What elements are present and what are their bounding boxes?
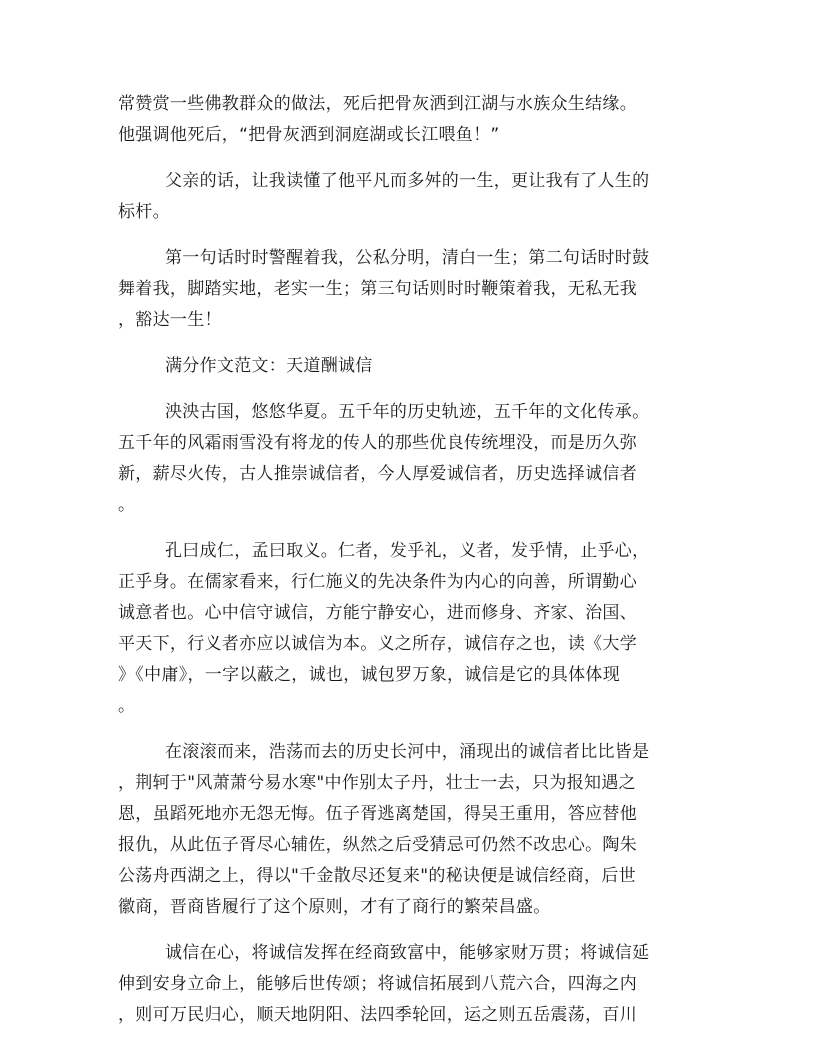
paragraph-p2 xyxy=(118,166,698,228)
paragraph-line: 报仇，从此伍子胥尽心辅佐，纵然之后受猜忌可仍然不改忠心。陶朱 xyxy=(118,835,637,855)
paragraph-line: 他强调他死后，“把骨灰洒到洞庭湖或长江喂鱼！” xyxy=(118,125,500,145)
paragraph-line: 孔曰成仁，孟曰取义。仁者，发乎礼，义者，发乎情，止乎心， xyxy=(165,541,650,561)
document-body xyxy=(118,89,698,1046)
paragraph-line: 新，薪尽火传，古人推崇诚信者，今人厚爱诚信者，历史选择诚信者 xyxy=(118,464,637,484)
paragraph-line: 满分作文范文：天道酬诚信 xyxy=(165,356,373,376)
paragraph-line: 第一句话时时警醒着我，公私分明，清白一生；第二句话时时鼓 xyxy=(165,248,650,268)
paragraph-line: 在滚滚而来，浩荡而去的历史长河中，涌现出的诚信者比比皆是 xyxy=(165,742,650,762)
paragraph-line: 》《中庸》，一字以蔽之，诚也，诚包罗万象，诚信是它的具体体现 xyxy=(118,665,620,685)
paragraph-line: 。 xyxy=(118,696,136,716)
paragraph-p5 xyxy=(118,397,698,521)
paragraph-line: 平天下，行义者亦应以诚信为本。义之所存，诚信存之也，读《大学 xyxy=(118,634,637,654)
paragraph-line: 。 xyxy=(118,495,136,515)
paragraph-line: 标杆。 xyxy=(118,202,170,222)
paragraph-line: 公荡舟西湖之上，得以"千金散尽还复来"的秘诀便是诚信经商，后世 xyxy=(118,866,636,886)
paragraph-line: 父亲的话，让我读懂了他平凡而多舛的一生，更让我有了人生的 xyxy=(165,171,650,191)
paragraph-line: 诚意者也。心中信守诚信，方能宁静安心，进而修身、齐家、治国、 xyxy=(118,603,637,623)
paragraph-line: ，荆轲于"风萧萧兮易水寒"中作别太子丹，壮士一去，只为报知遇之 xyxy=(118,773,636,793)
paragraph-line: 正乎身。在儒家看来，行仁施义的先决条件为内心的向善，所谓勤心 xyxy=(118,572,637,592)
paragraph-line: 徽商，晋商皆履行了这个原则，才有了商行的繁荣昌盛。 xyxy=(118,897,551,917)
paragraph-p7 xyxy=(118,737,698,923)
paragraph-p1 xyxy=(118,89,698,151)
paragraph-line: ，豁达一生！ xyxy=(118,310,222,330)
paragraph-p6 xyxy=(118,536,698,722)
paragraph-line: 舞着我，脚踏实地，老实一生；第三句话则时时鞭策着我，无私无我 xyxy=(118,279,637,299)
paragraph-line: 泱泱古国，悠悠华夏。五千年的历史轨迹，五千年的文化传承。 xyxy=(165,402,650,422)
paragraph-p3 xyxy=(118,243,698,336)
paragraph-line: 恩，虽蹈死地亦无怨无悔。伍子胥逃离楚国，得吴王重用，答应替他 xyxy=(118,804,637,824)
paragraph-p8 xyxy=(118,938,698,1031)
paragraph-p4 xyxy=(118,351,698,382)
paragraph-line: 五千年的风霜雨雪没有将龙的传人的那些优良传统埋没，而是历久弥 xyxy=(118,433,637,453)
paragraph-line: 伸到安身立命上，能够后世传颂；将诚信拓展到八荒六合，四海之内 xyxy=(118,974,637,994)
paragraph-line: ，则可万民归心，顺天地阴阳、法四季轮回，运之则五岳震荡，百川 xyxy=(118,1005,637,1025)
paragraph-line: 诚信在心，将诚信发挥在经商致富中，能够家财万贯；将诚信延 xyxy=(165,943,650,963)
paragraph-line: 常赞赏一些佛教群众的做法，死后把骨灰洒到江湖与水族众生结缘。 xyxy=(118,94,637,114)
